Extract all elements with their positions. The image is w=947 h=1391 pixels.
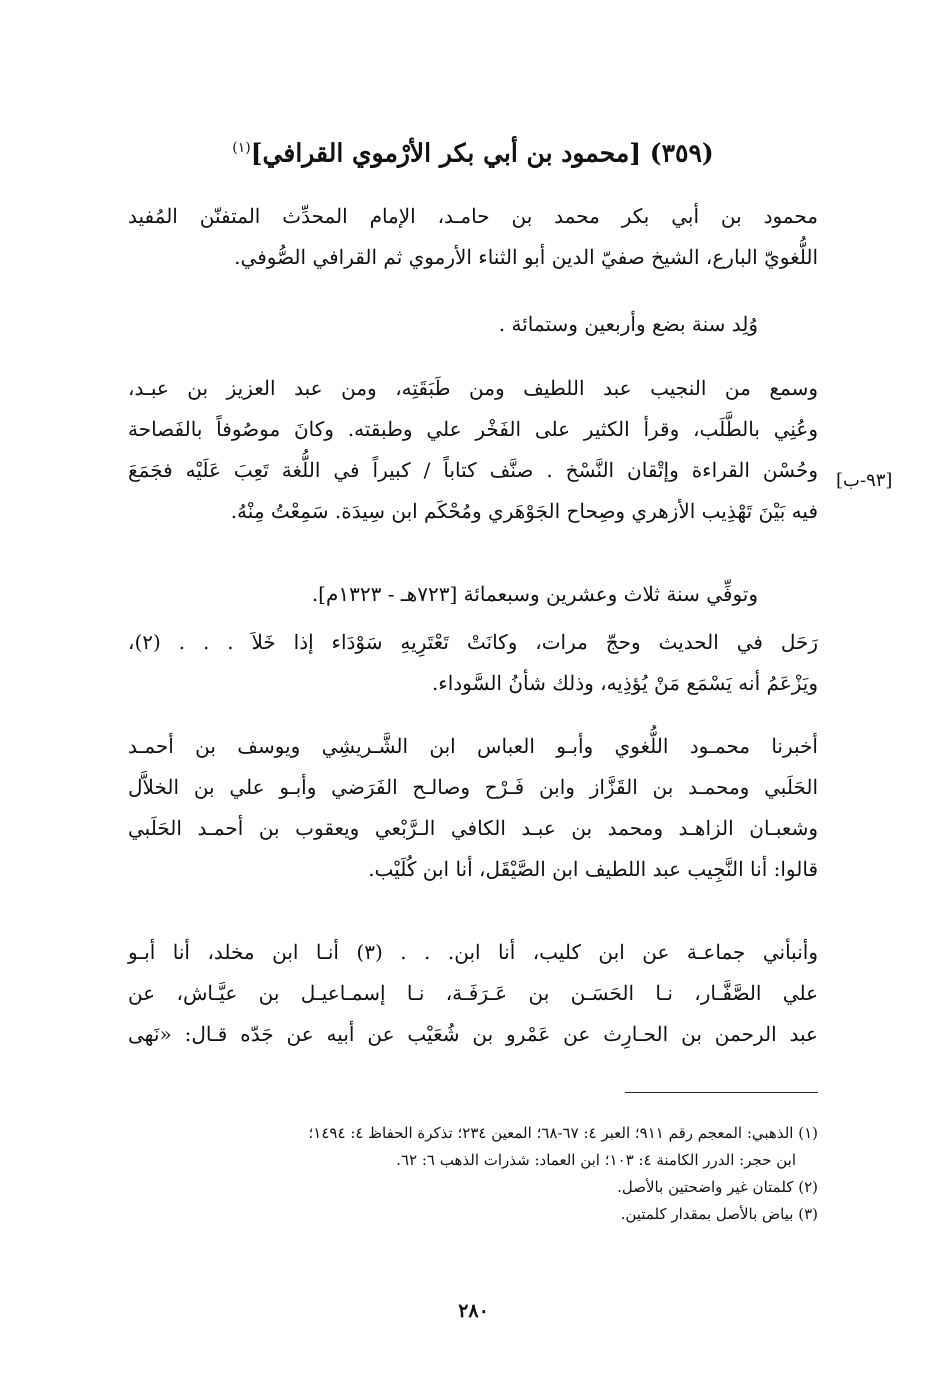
paragraph-6 bbox=[128, 726, 818, 890]
text-line: قالوا: أنا النَّجِيب عبد اللطيف ابن الصَّيْقَل، أنا ابن كُلَيْب. bbox=[368, 857, 818, 881]
paragraph-5 bbox=[128, 622, 818, 704]
text-line: رَحَل في الحديث وحجّ مرات، وكانَتْ تَعْتَرِيهِ سَوْدَاء إذا خَلاَ . . . (٢)، bbox=[128, 630, 818, 654]
paragraph-7 bbox=[128, 932, 818, 1055]
footnote-1: (١) الذهبي: المعجم رقم ٩١١؛ العبر ٤: ٦٧-٦٨؛ المعين ٢٣٤؛ تذكرة الحفاظ ٤: ١٤٩٤؛ bbox=[308, 1124, 818, 1142]
text-line: وعُنِي بالطَّلَب، وقرأ الكثير على الفَخْر علي وطبقته. وكانَ موصُوفاً بالفَصاحة bbox=[128, 417, 818, 441]
text-line: أخبرنا محمـود اللُّغوي وأبـو العباس ابن الشَّـريشِي ويوسف بن أحمـد bbox=[128, 734, 818, 758]
title-footnote-ref: (١) bbox=[232, 140, 251, 156]
paragraph-1 bbox=[128, 196, 818, 278]
entry-title-text: (٣٥٩) [محمود بن أبي بكر الأرْموي القرافي] bbox=[250, 138, 714, 168]
text-line: وحُسْن القراءة وإتْقان النَّسْخ . صنَّف كتاباً / كبيراً في اللُّغة تَعِبَ عَلَيْه فجَمَعَ bbox=[128, 458, 818, 482]
text-line: وشعبـان الزاهـد ومحمد بن عبـد الكافي الـرَّبْعي ويعقوب بن أحمـد الحَلَبي bbox=[128, 816, 818, 840]
footnote-3: (٣) بياض بالأصل بمقدار كلمتين. bbox=[620, 1205, 818, 1223]
text-line: محمود بن أبي بكر محمد بن حامـد، الإمام المحدِّث المتفنّن المُفيد bbox=[128, 204, 818, 228]
footnote-2: (٢) كلمتان غير واضحتين بالأصل. bbox=[617, 1178, 818, 1196]
text-line: اللُّغويّ البارع، الشيخ صفيّ الدين أبو الثناء الأرموي ثم القرافي الصُّوفي. bbox=[234, 245, 818, 269]
footnote-divider bbox=[625, 1092, 818, 1093]
paragraph-4 bbox=[128, 574, 818, 615]
text-line: وأنبأني جماعـة عن ابن كليب، أنا ابن. . . (٣) أنـا ابن مخلد، أنا أبـو bbox=[128, 940, 818, 964]
text-line: وُلِد سنة بضع وأربعين وستمائة . bbox=[498, 312, 758, 336]
text-line: ويَزْعَمُ أنه يَسْمَع مَنْ يُؤذِيه، وذلك شأنُ السَّوداء. bbox=[431, 671, 818, 695]
text-line: وتوفِّي سنة ثلاث وعشرين وسبعمائة [٧٢٣هـ - ١٣٢٣م]. bbox=[311, 582, 758, 606]
text-line: علي الصَّفَّـار، نـا الحَسَـن بن عَـرَفَـة، نـا إسمـاعيـل بن عيَّـاش، عن bbox=[128, 981, 818, 1005]
text-line: الحَلَبي ومحمـد بن القَزَّاز وابن فَـرْح وصالـح الفَرَضي وأبـو علي بن الخلاَّل bbox=[128, 775, 819, 799]
footnotes bbox=[128, 1120, 818, 1228]
text-line: وسمع من النجيب عبد اللطيف ومن طَبَقَتِه، ومن عبد العزيز بن عبـد، bbox=[128, 376, 818, 400]
footnote-1-continuation: ابن حجر: الدرر الكامنة ٤: ١٠٣؛ ابن العماد: شذرات الذهب ٦: ٦٢. bbox=[396, 1151, 796, 1169]
paragraph-3 bbox=[128, 368, 818, 532]
paragraph-2 bbox=[128, 304, 818, 345]
margin-folio-note: [٩٣-ب] bbox=[836, 470, 893, 491]
entry-title bbox=[128, 128, 818, 173]
text-line: عبد الرحمن بن الحـارِث عن عَمْرو بن شُعَيْب عن أبيه عن جَدّه قـال: «نَهى bbox=[128, 1022, 818, 1046]
page-number: ٢٨٠ bbox=[458, 1300, 489, 1322]
text-line: فيه بَيْنَ تَهْذِيب الأزهري وصِحاح الجَوْهَري ومُحْكَم ابن سِيدَة. سَمِعْتُ مِنْهُ. bbox=[230, 499, 818, 523]
